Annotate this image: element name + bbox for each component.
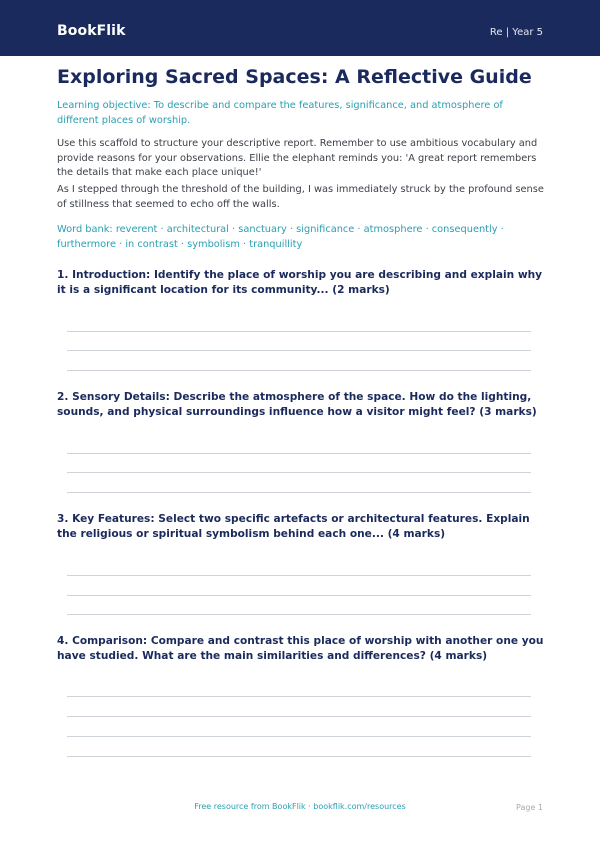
learning-objective: Learning objective: To describe and compare the features, significance, and atmosphere of different places of worship. [57, 100, 503, 126]
answer-line[interactable] [67, 472, 531, 473]
page-title: Exploring Sacred Spaces: A Reflective Guide [57, 66, 532, 88]
answer-line[interactable] [67, 716, 531, 717]
answer-line[interactable] [67, 736, 531, 737]
subject-year-label: Re | Year 5 [489, 27, 543, 38]
answer-line[interactable] [67, 492, 531, 493]
question-2: 2. Sensory Details: Describe the atmosphere of the space. How do the lighting, sounds, and physical surroundings influence how a visitor might feel? (3 marks) [57, 391, 537, 418]
page-number: Page 1 [516, 803, 543, 812]
answer-line[interactable] [67, 453, 531, 454]
answer-line[interactable] [67, 370, 531, 371]
question-4: 4. Comparison: Compare and contrast this place of worship with another one you have studied. What are the main similarities and differences? (4 marks) [57, 635, 544, 662]
example-opener: As I stepped through the threshold of the building, I was immediately struck by the profound sense of stillness that seemed to echo off the walls. [57, 184, 544, 210]
footer-credit: Free resource from BookFlik · bookflik.com/resources [194, 802, 406, 811]
question-3: 3. Key Features: Select two specific artefacts or architectural features. Explain the religious or spiritual symbolism behind each one... (4 marks) [57, 513, 530, 540]
header-bar [0, 0, 600, 56]
answer-line[interactable] [67, 595, 531, 596]
answer-line[interactable] [67, 575, 531, 576]
answer-line[interactable] [67, 350, 531, 351]
question-1: 1. Introduction: Identify the place of worship you are describing and explain why it is a significant location for its community... (2 marks) [57, 269, 543, 296]
answer-line[interactable] [67, 614, 531, 615]
word-bank: Word bank: reverent · architectural · sanctuary · significance · atmosphere · consequently · furthermore · in contrast · symbolism · tranquillity [57, 224, 504, 250]
answer-line[interactable] [67, 696, 531, 697]
answer-line[interactable] [67, 331, 531, 332]
answer-line[interactable] [67, 756, 531, 757]
intro-paragraph: Use this scaffold to structure your descriptive report. Remember to use ambitious vocabulary and provide reasons for your observations. Ellie the elephant reminds you: 'A great report remembers the details that make each place unique!' [57, 138, 538, 178]
brand-logo: BookFlik [57, 23, 126, 39]
